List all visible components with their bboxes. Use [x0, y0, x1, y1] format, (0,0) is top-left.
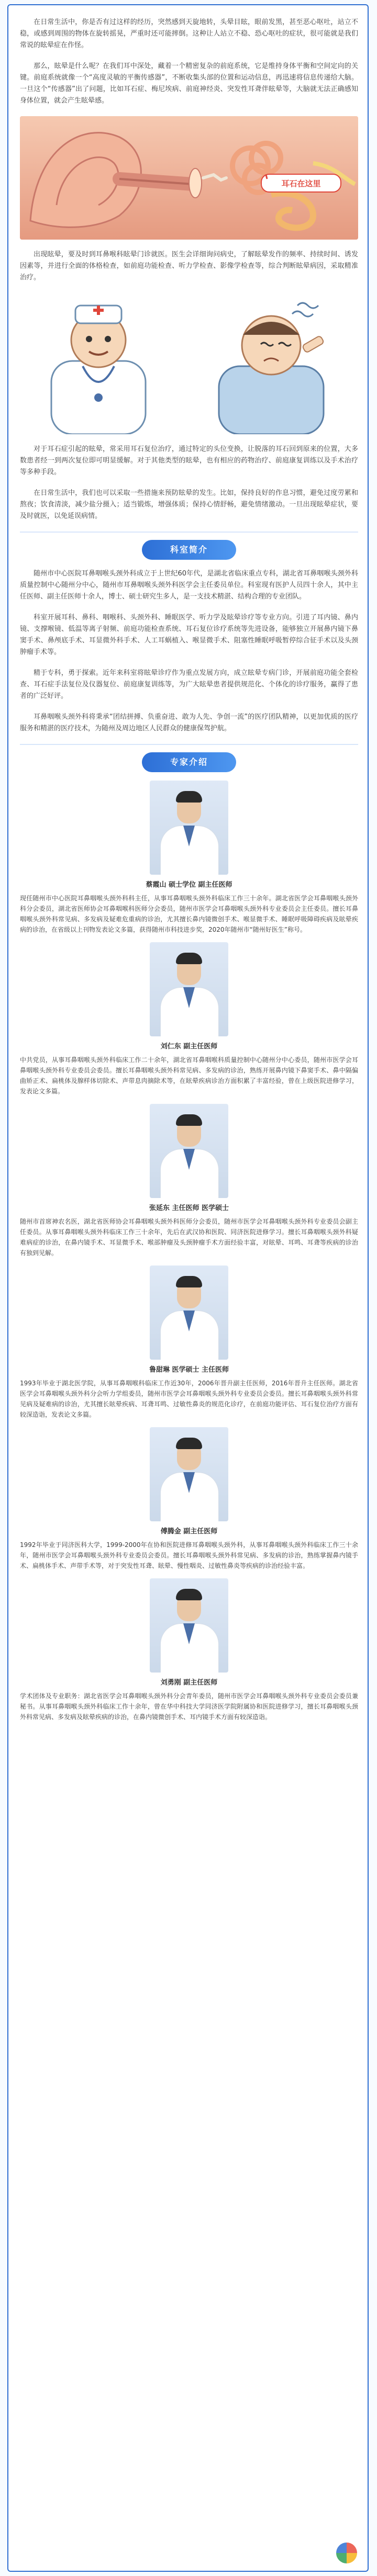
department-paragraph-4: 耳鼻咽喉头颈外科将秉承“团结拼搏、负重奋进、敢为人先、争创一流”的医疗团队精神，以更加优质的医疗服务和精湛的医疗技术，为随州及周边地区人民群众的健康保驾护航。 [20, 713, 358, 732]
expert-bio: 1992年毕业于同济医科大学，1999-2000年在协和医院进修耳鼻咽喉头颈外科，从事耳鼻咽喉头颈外科临床工作三十余年，随州市医学会耳鼻咽喉头颈外科专业委员会委员。擅长耳鼻咽喉头颈外科常见病、多发病的诊治，熟练掌握鼻内镜手术、扁桃体手术、声带手术等，对于突发性耳聋、眩晕、慢性咽炎、过敏性鼻炎等疾病的诊治经验丰富。 [20, 1541, 358, 1569]
expert-bio: 学术团体及专业职务：湖北省医学会耳鼻咽喉头颈外科分会青年委员，随州市医学会耳鼻咽喉头颈外科专业委员会委员兼秘书。从事耳鼻咽喉头颈外科临床工作十余年，曾在华中科技大学同济医学院附属协和医院进修学习，擅长耳鼻咽喉头颈外科常见病、多发病及眩晕疾病的诊治，在鼻内镜微创手术、耳内镜手术方面有较深造诣。 [20, 1692, 358, 1721]
expert-photo [150, 1266, 228, 1360]
expert-bio: 随州市首席神农名医，湖北省医师协会耳鼻咽喉头颈外科医师分会委员，随州市医学会耳鼻咽喉头颈外科专业委员会副主任委员。从事耳鼻咽喉头颈外科临床工作三十余年，先后在武汉协和医院、同济医院进修学习。擅长耳鼻咽喉头颈外科疑难病症的诊治，在鼻内镜手术、耳显微手术、喉部肿瘤及头颈肿瘤手术方面经验丰富，对眩晕、耳鸣、耳聋等疾病的诊治有独到见解。 [20, 1218, 358, 1257]
expert-bio: 中共党员，从事耳鼻咽喉头颈外科临床工作二十余年，湖北省耳鼻咽喉科质量控制中心随州分中心委员，随州市医学会耳鼻咽喉头颈外科专业委员会委员。擅长耳鼻咽喉头颈外科常见病、多发病的诊治，熟练开展鼻内镜下鼻窦手术、鼻中隔偏曲矫正术、扁桃体及腺样体切除术、声带息肉摘除术等，在眩晕疾病诊治方面积累了丰富经验，曾在上级医院进修学习，发表论文多篇。 [20, 1056, 358, 1095]
expert-card [20, 1578, 358, 1722]
intro-paragraph-1: 在日常生活中，你是否有过这样的经历，突然感到天旋地转，头晕目眩，眼前发黑，甚至恶心呕吐，站立不稳，或感到周围的物体在旋转摇晃，严重时还可能摔倒。这种让人站立不稳、恐心呕吐的症状，很可能就是我们常说的眩晕症在作怪。 [20, 18, 358, 49]
otolith-callout-label: 耳石在这里 [281, 178, 321, 188]
expert-photo [150, 1578, 228, 1673]
doctor-figure [51, 306, 146, 434]
department-section-title: 科室简介 [142, 540, 236, 560]
intro-paragraph-2: 那么，眩晕是什么呢？在我们耳中深处，藏着一个精密复杂的前庭系统，它是维持身体平衡和空间定向的关键。前庭系统就像一个“高度灵敏的平衡传感器”，不断收集头部的位置和运动信息，再迅速将信息传递给大脑。一旦这个“传感器”出了问题，比如耳石症、梅尼埃病、前庭神经炎、突发性耳聋伴眩晕等，大脑就无法正确感知身体位置，就会产生眩晕感。 [20, 62, 358, 105]
ear-anatomy-illustration [20, 116, 358, 240]
expert-card [20, 1104, 358, 1258]
expert-name: 鲁甜琳 医学硕士 主任医师 [149, 1366, 229, 1374]
section-divider-2 [20, 744, 358, 745]
logo-mark-icon [336, 2543, 357, 2563]
department-paragraph-2: 科室开展耳科、鼻科、咽喉科、头颈外科、睡眠医学、听力学及眩晕诊疗等专业方向。引进了耳内镜、鼻内镜、支撑喉镜、低温等离子射频、前庭功能检查系统、耳石复位诊疗系统等先进设备，能够独立开展鼻内镜下鼻窦手术、鼻颅底手术、耳显微外科手术、人工耳蜗植入、喉显微手术、阻塞性睡眠呼吸暂停综合征手术以及头颈肿瘤手术等。 [20, 614, 358, 656]
department-paragraph-3: 精于专科，勇于探索。近年来科室将眩晕诊疗作为重点发展方向，成立眩晕专病门诊，开展前庭功能全套检查、耳石症手法复位及仪器复位、前庭康复训练等，为广大眩晕患者提供规范化、个体化的诊疗服务，赢得了患者的广泛好评。 [20, 669, 358, 700]
expert-bio: 1993年毕业于湖北医学院，从事耳鼻咽喉科临床工作近30年，2006年晋升副主任医师，2016年晋升主任医师。湖北省医学会耳鼻咽喉头颈外科分会听力学组委员，随州市医学会耳鼻咽喉头颈外科专业委员会委员。擅长耳鼻咽喉头颈外科常见病及疑难病的诊治，尤其擅长眩晕疾病、耳聋耳鸣、过敏性鼻炎的规范化诊疗，在前庭功能评估、耳石复位治疗方面有较深造诣，发表论文多篇。 [20, 1380, 358, 1418]
article-frame [7, 4, 369, 2572]
expert-bio: 现任随州市中心医院耳鼻咽喉头颈外科科主任，从事耳鼻咽喉头颈外科临床工作三十余年。湖北省医学会耳鼻咽喉头颈外科分会委员，湖北省医师协会耳鼻咽喉科医师分会委员，随州市医学会耳鼻咽喉头颈外科专业委员会主任委员。擅长耳鼻咽喉头颈外科常见病、多发病及疑难危重病的诊治，尤其擅长鼻内镜微创手术、喉显微手术、睡眠呼吸障碍疾病及眩晕疾病的诊治，在省级以上刊物发表论文多篇，获得随州市科技进步奖，2020年随州市“随州好医生”称号。 [20, 895, 358, 933]
expert-name: 刘仁东 副主任医师 [160, 1043, 218, 1050]
doctor-patient-illustration [20, 293, 358, 434]
expert-card [20, 1427, 358, 1571]
experts-section-title: 专家介绍 [142, 752, 236, 772]
expert-card [20, 1266, 358, 1420]
expert-card [20, 781, 358, 935]
expert-card [20, 942, 358, 1097]
mid-paragraph-2: 对于耳石症引起的眩晕，常采用耳石复位治疗，通过特定的头位变换，让脱落的耳石回到原来的位置，大多数患者经一到两次复位即可明显缓解。对于其他类型的眩晕，也有相应的药物治疗、前庭康复训练以及手术治疗等多种手段。 [20, 445, 358, 476]
mid-paragraph-1: 出现眩晕，要及时到耳鼻喉科眩晕门诊就医。医生会详细询问病史，了解眩晕发作的频率、持续时间、诱发因素等，并进行全面的体格检查，如前庭功能检查、听力学检查、影像学检查等，综合判断眩晕病因，采取精准治疗。 [20, 251, 358, 281]
patient-figure [219, 303, 324, 434]
expert-name: 张延东 主任医师 医学硕士 [149, 1204, 229, 1212]
expert-photo [150, 1427, 228, 1521]
expert-name: 傅腾金 副主任医师 [160, 1528, 218, 1535]
expert-name: 蔡霞山 硕士学位 副主任医师 [146, 881, 232, 889]
doctor-patient-svg [20, 293, 358, 434]
expert-name: 刘勇刚 副主任医师 [160, 1679, 218, 1687]
article-content [20, 17, 358, 1730]
section-divider-1 [20, 532, 358, 533]
expert-photo [150, 1104, 228, 1198]
callout-arrow [20, 116, 358, 240]
mid-paragraph-3: 在日常生活中，我们也可以采取一些措施来预防眩晕的发生。比如，保持良好的作息习惯，避免过度劳累和熬夜；饮食清淡，减少盐分摄入；适当锻炼，增强体质；保持心情舒畅，避免情绪激动。一旦出现眩晕症状，要及时就医，以免延误病情。 [20, 489, 358, 520]
department-paragraph-1: 随州市中心医院耳鼻咽喉头颈外科成立于上世纪60年代，是湖北省临床重点专科，湖北省耳鼻咽喉头颈外科质量控制中心随州分中心，随州市耳鼻咽喉头颈外科医学会主任委员单位。科室现有医护人员四十余人，其中主任医师、副主任医师十余人，博士、硕士研究生多人，是一支技术精湛、结构合理的专业团队。 [20, 570, 358, 601]
expert-photo [150, 942, 228, 1036]
expert-photo [150, 781, 228, 875]
